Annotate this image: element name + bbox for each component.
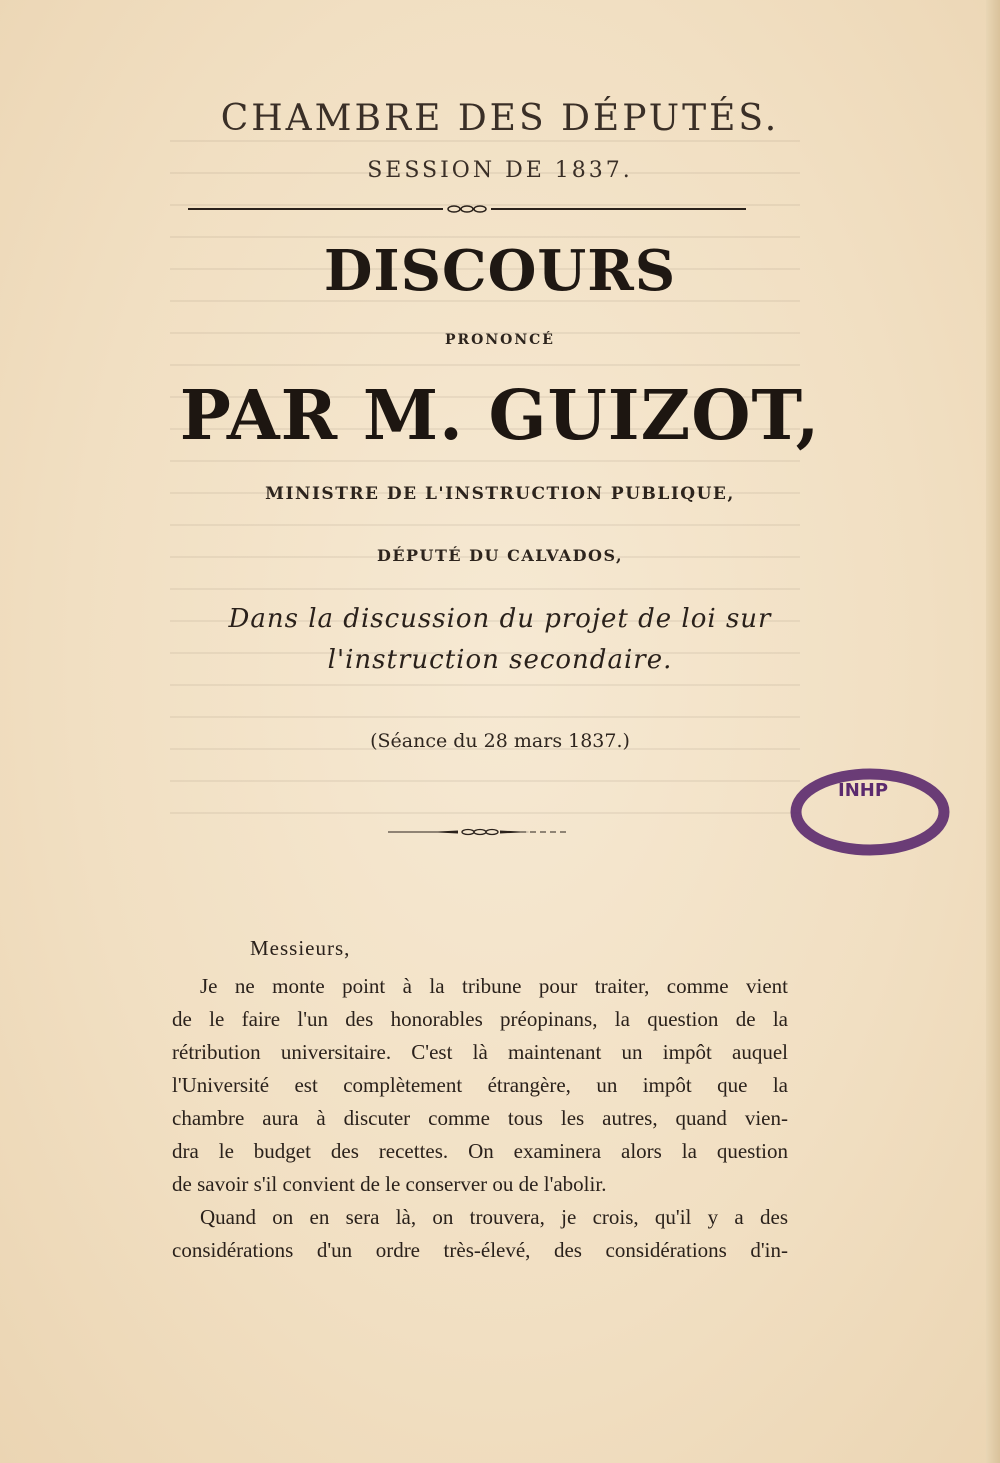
body-line: rétribution universitaire. C'est là maintenant un impôt auquel	[172, 1040, 788, 1064]
author-role-deputy: DÉPUTÉ DU CALVADOS,	[376, 546, 624, 565]
chamber-heading: CHAMBRE DES DÉPUTÉS.	[220, 98, 780, 139]
title-discours: DISCOURS	[323, 238, 677, 304]
body-line: de savoir s'il convient de le conserver ou de l'abolir.	[172, 1172, 607, 1196]
body-line: de le faire l'un des honorables préopinans, la question de la	[172, 1007, 788, 1031]
ornamental-rule-top	[188, 205, 746, 213]
body-line: Quand on en sera là, on trouvera, je crois, qu'il y a des	[200, 1205, 788, 1229]
author-role-minister: MINISTRE DE L'INSTRUCTION PUBLIQUE,	[265, 484, 735, 504]
library-stamp	[790, 766, 950, 858]
body-line: l'Université est complètement étrangère, un impôt que la	[172, 1073, 788, 1097]
body-line: Je ne monte point à la tribune pour traiter, comme vient	[200, 974, 788, 998]
context-line-1: Dans la discussion du projet de loi sur	[228, 604, 772, 634]
body-line: dra le budget des recettes. On examinera alors la question	[172, 1139, 788, 1163]
seance-date: (Séance du 28 mars 1837.)	[370, 730, 630, 752]
session-heading: SESSION DE 1837.	[367, 158, 633, 183]
body-line: considérations d'un ordre très-élevé, des considérations d'in-	[172, 1238, 788, 1262]
ornamental-rule-bottom	[388, 828, 570, 836]
author-name: PAR M. GUIZOT,	[179, 376, 821, 456]
stamp-text: INHP	[838, 780, 889, 801]
context-line-2: l'instruction secondaire.	[327, 645, 673, 675]
body-line: chambre aura à discuter comme tous les autres, quand vien-	[172, 1106, 788, 1130]
title-prononce: PRONONCÉ	[445, 332, 555, 348]
salutation: Messieurs,	[250, 936, 351, 960]
